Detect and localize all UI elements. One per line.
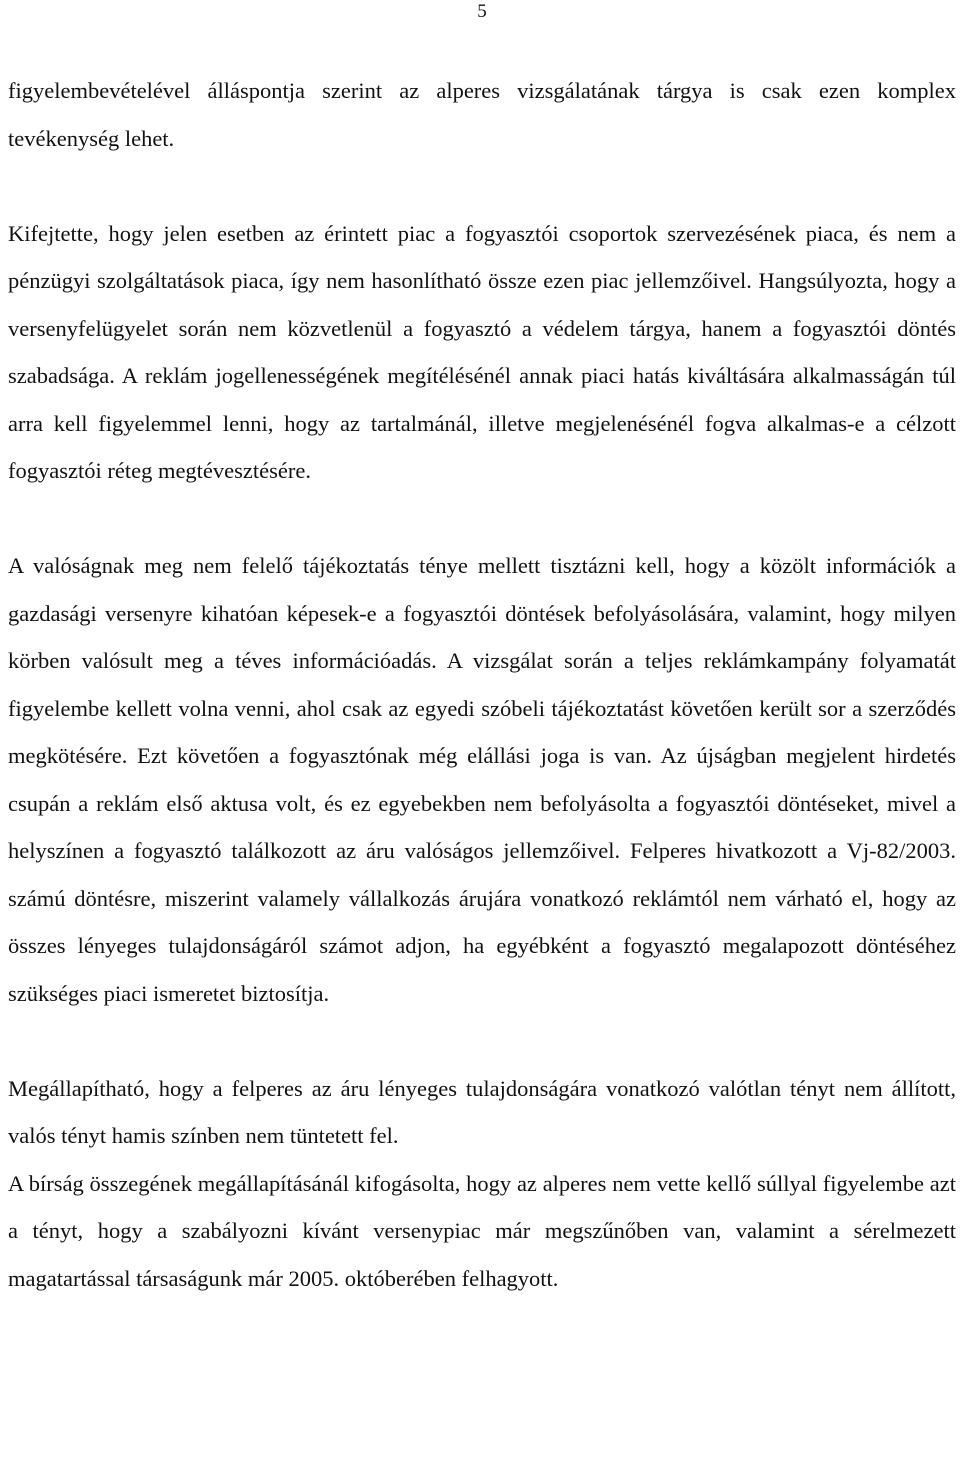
- paragraph-1: figyelembevételével álláspontja szerint az alperes vizsgálatának tárgya is csak ezen komplex tevékenység lehet.: [8, 78, 956, 151]
- paragraph-spacer: [8, 1017, 956, 1065]
- page-number: 5: [477, 1, 487, 22]
- paragraph-spacer: [8, 495, 956, 543]
- paragraph-5: A bírság összegének megállapításánál kifogásolta, hogy az alperes nem vette kellő súllyal figyelembe azt a tényt, hogy a szabályozni kívánt versenypiac már megszűnőben van, valamint a sérelmezett magatartással társaságunk már 2005. októberében felhagyott.: [8, 1170, 956, 1291]
- document-body: [8, 67, 956, 1302]
- paragraph-3: A valóságnak meg nem felelő tájékoztatás ténye mellett tisztázni kell, hogy a közölt információk a gazdasági versenyre kihatóan képesek-e a fogyasztói döntések befolyásolására, valamint, hogy milyen körben valósult meg a téves információadás. A vizsgálat során a teljes reklámkampány folyamatát figyelembe kellett volna venni, ahol csak az egyedi szóbeli tájékoztatást követően került sor a szerződés megkötésére. Ezt követően a fogyasztónak még elállási joga is van. Az újságban megjelent hirdetés csupán a reklám első aktusa volt, és ez egyebekben nem befolyásolta a fogyasztói döntéseket, mivel a helyszínen a fogyasztó találkozott az áru valóságos jellemzőivel. Felperes hivatkozott a Vj-82/2003. számú döntésre, miszerint valamely vállalkozás árujára vonatkozó reklámtól nem várható el, hogy az összes lényeges tulajdonságáról számot adjon, ha egyébként a fogyasztó megalapozott döntéséhez szükséges piaci ismeretet biztosítja.: [8, 553, 956, 1006]
- paragraph-spacer: [8, 162, 956, 210]
- paragraph-2: Kifejtette, hogy jelen esetben az érintett piac a fogyasztói csoportok szervezésének piaca, és nem a pénzügyi szolgáltatások piaca, így nem hasonlítható össze ezen piac jellemzőivel. Hangsúlyozta, hogy a versenyfelügyelet során nem közvetlenül a fogyasztó a védelem tárgya, hanem a fogyasztói döntés szabadsága. A reklám jogellenességének megítélésénél annak piaci hatás kiváltására alkalmasságán túl arra kell figyelemmel lenni, hogy az tartalmánál, illetve megjelenésénél fogva alkalmas-e a célzott fogyasztói réteg megtévesztésére.: [8, 220, 956, 483]
- paragraph-4: Megállapítható, hogy a felperes az áru lényeges tulajdonságára vonatkozó valótlan tényt nem állított, valós tényt hamis színben nem tüntetett fel.: [8, 1075, 956, 1148]
